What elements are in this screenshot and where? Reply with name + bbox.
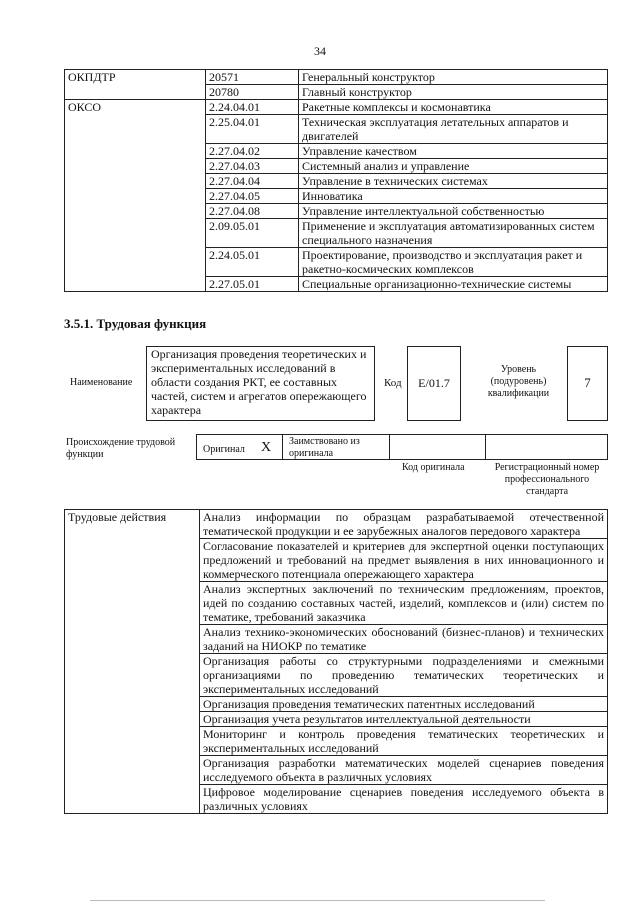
original-label: Оригинал xyxy=(203,444,245,455)
level-value: 7 xyxy=(584,375,591,390)
code-value: 2.09.05.01 xyxy=(206,219,299,248)
labor-actions-table xyxy=(64,509,608,814)
action-item: Мониторинг и контроль проведения тематических теоретических и экспериментальных исследований xyxy=(200,727,608,756)
origin-label: Происхождение трудовой функции xyxy=(66,437,176,460)
code-name: Генеральный конструктор xyxy=(299,70,608,85)
code-value: 2.27.05.01 xyxy=(206,277,299,292)
code-label: Код xyxy=(384,377,402,389)
function-name-box xyxy=(146,346,375,421)
borrowed-cell xyxy=(282,434,390,460)
code-group: ОКПДТР xyxy=(65,70,206,100)
code-original-label: Код оригинала xyxy=(402,462,465,473)
code-name: Управление качеством xyxy=(299,144,608,159)
code-value: 2.27.04.05 xyxy=(206,189,299,204)
borrowed-label: Заимствовано из оригинала xyxy=(289,436,360,459)
action-item: Анализ информации по образцам разрабатываемой отечественной тематической продукции и ее зарубежных аналогов передового характера xyxy=(200,510,608,539)
action-item: Организация разработки математических моделей сценариев поведения исследуемого объекта в различных условиях xyxy=(200,756,608,785)
reg-number-label: Регистрационный номер профессионального стандарта xyxy=(494,462,600,497)
code-name: Ракетные комплексы и космонавтика xyxy=(299,100,608,115)
code-name: Техническая эксплуатация летательных аппаратов и двигателей xyxy=(299,115,608,144)
action-item: Цифровое моделирование сценариев поведения исследуемого объекта в различных условиях xyxy=(200,785,608,814)
reg-number-cell xyxy=(485,434,608,460)
code-value: 2.27.04.08 xyxy=(206,204,299,219)
level-label: Уровень (подуровень) квалификации xyxy=(487,364,550,399)
code-value: 20780 xyxy=(206,85,299,100)
code-name: Управление в технических системах xyxy=(299,174,608,189)
level-box xyxy=(567,346,608,421)
code-row xyxy=(65,100,608,115)
action-row xyxy=(65,510,608,539)
code-name: Управление интеллектуальной собственностью xyxy=(299,204,608,219)
function-name-value: Организация проведения теоретических и экспериментальных исследований в области создания РКТ, ее составных частей, систем и агрегатов опережающего характера xyxy=(151,347,367,417)
code-value: 20571 xyxy=(206,70,299,85)
page-number: 34 xyxy=(314,44,326,58)
action-item: Анализ технико-экономических обоснований (бизнес-планов) и технических заданий на НИОКР по тематике xyxy=(200,625,608,654)
original-cell xyxy=(196,434,283,460)
code-row xyxy=(65,70,608,85)
action-item: Организация учета результатов интеллектуальной деятельности xyxy=(200,712,608,727)
code-name: Применение и эксплуатация автоматизированных систем специального назначения xyxy=(299,219,608,248)
code-name: Специальные организационно-технические системы xyxy=(299,277,608,292)
classifier-codes-table xyxy=(64,69,608,292)
function-code-box xyxy=(407,346,461,421)
code-value: 2.27.04.04 xyxy=(206,174,299,189)
code-value: 2.24.05.01 xyxy=(206,248,299,277)
name-label: Наименование xyxy=(70,377,133,388)
action-item: Организация проведения тематических патентных исследований xyxy=(200,697,608,712)
code-name: Системный анализ и управление xyxy=(299,159,608,174)
action-item: Организация работы со структурными подразделениями и смежными организациями по проведению тематических теоретических и экспериментальных исследований xyxy=(200,654,608,697)
code-value: 2.25.04.01 xyxy=(206,115,299,144)
code-name: Инноватика xyxy=(299,189,608,204)
actions-label: Трудовые действия xyxy=(65,510,200,814)
footer-divider xyxy=(90,900,545,901)
code-value: 2.24.04.01 xyxy=(206,100,299,115)
code-group: ОКСО xyxy=(65,100,206,292)
action-item: Анализ экспертных заключений по техническим предложениям, проектов, идей по созданию составных частей, изделий, комплексов и (или) систем по тематике, требований заказчика xyxy=(200,582,608,625)
original-mark: X xyxy=(261,440,272,455)
code-name: Проектирование, производство и эксплуатация ракет и ракетно-космических комплексов xyxy=(299,248,608,277)
code-value: 2.27.04.02 xyxy=(206,144,299,159)
action-item: Согласование показателей и критериев для экспертной оценки поступающих предложений и требований на предмет выявления в них инновационного и коммерческого потенциала опережающего характера xyxy=(200,539,608,582)
function-code-value: E/01.7 xyxy=(418,376,450,390)
code-original-cell xyxy=(389,434,486,460)
code-name: Главный конструктор xyxy=(299,85,608,100)
section-title: 3.5.1. Трудовая функция xyxy=(64,316,207,331)
code-value: 2.27.04.03 xyxy=(206,159,299,174)
